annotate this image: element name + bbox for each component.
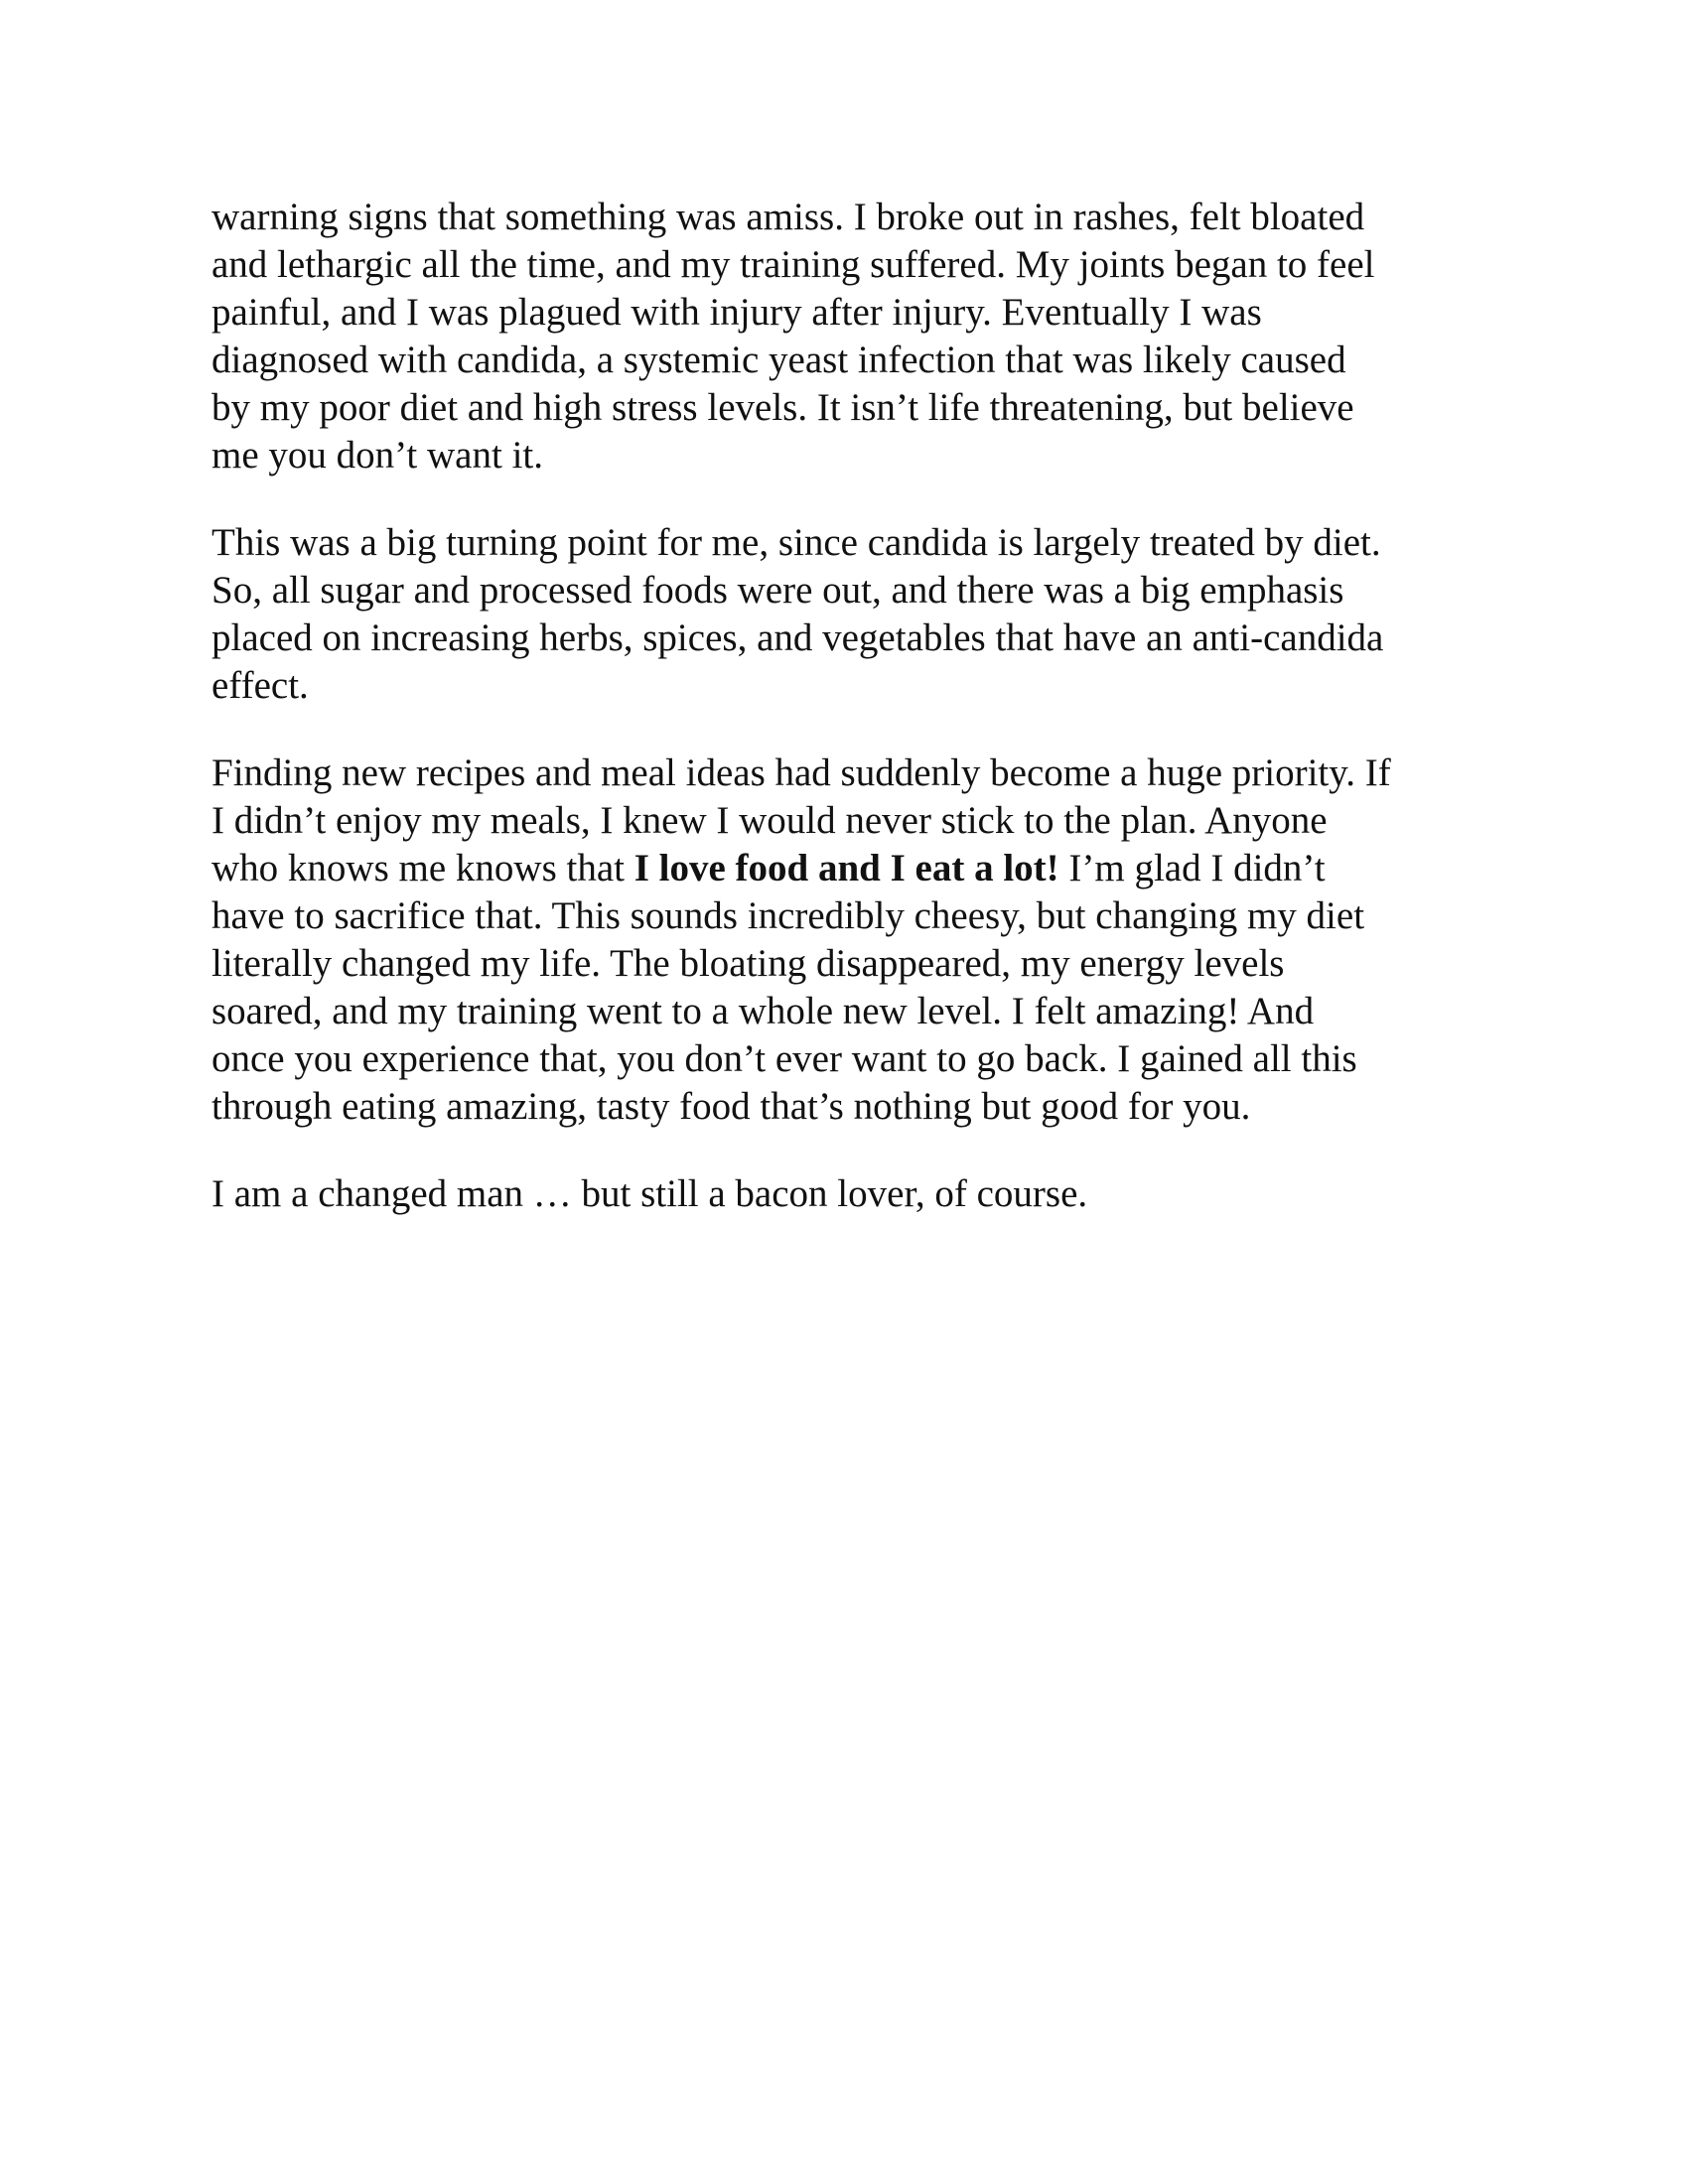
text-segment: who knows me knows that — [211, 847, 634, 889]
body-text — [211, 194, 1492, 1218]
text-line: diagnosed with candida, a systemic yeast infection that was likely caused — [211, 339, 1346, 381]
text-line: have to sacrifice that. This sounds incredibly cheesy, but changing my diet — [211, 894, 1365, 937]
paragraph-spacer — [211, 710, 1492, 750]
text-line: soared, and my training went to a whole new level. I felt amazing! And — [211, 990, 1315, 1032]
text-line: I didn’t enjoy my meals, I knew I would never stick to the plan. Anyone — [211, 799, 1328, 842]
paragraph-3 — [211, 750, 1492, 1131]
text-line: literally changed my life. The bloating disappeared, my energy levels — [211, 942, 1285, 985]
text-line: effect. — [211, 664, 309, 707]
paragraph-1 — [211, 194, 1492, 479]
paragraph-spacer — [211, 479, 1492, 519]
text-line: Finding new recipes and meal ideas had suddenly become a huge priority. If — [211, 751, 1391, 794]
text-line: This was a big turning point for me, since candida is largely treated by diet. — [211, 521, 1381, 564]
text-segment: I’m glad I didn’t — [1058, 847, 1326, 889]
text-line: and lethargic all the time, and my training suffered. My joints began to feel — [211, 243, 1375, 286]
text-line-with-emphasis — [211, 845, 1492, 892]
text-line: me you don’t want it. — [211, 434, 543, 477]
text-line: through eating amazing, tasty food that’s nothing but good for you. — [211, 1085, 1251, 1128]
paragraph-4 — [211, 1170, 1492, 1218]
text-line: So, all sugar and processed foods were out, and there was a big emphasis — [211, 569, 1344, 612]
text-line: once you experience that, you don’t ever want to go back. I gained all this — [211, 1037, 1357, 1080]
paragraph-2 — [211, 519, 1492, 710]
text-line: by my poor diet and high stress levels. It isn’t life threatening, but believe — [211, 386, 1354, 429]
text-line: warning signs that something was amiss. I broke out in rashes, felt bloated — [211, 196, 1365, 238]
text-line: painful, and I was plagued with injury after injury. Eventually I was — [211, 291, 1262, 334]
paragraph-spacer — [211, 1131, 1492, 1170]
text-line: I am a changed man … but still a bacon lover, of course. — [211, 1172, 1088, 1215]
text-line: placed on increasing herbs, spices, and vegetables that have an anti-candida — [211, 616, 1384, 659]
bold-emphasis: I love food and I eat a lot! — [633, 847, 1059, 889]
